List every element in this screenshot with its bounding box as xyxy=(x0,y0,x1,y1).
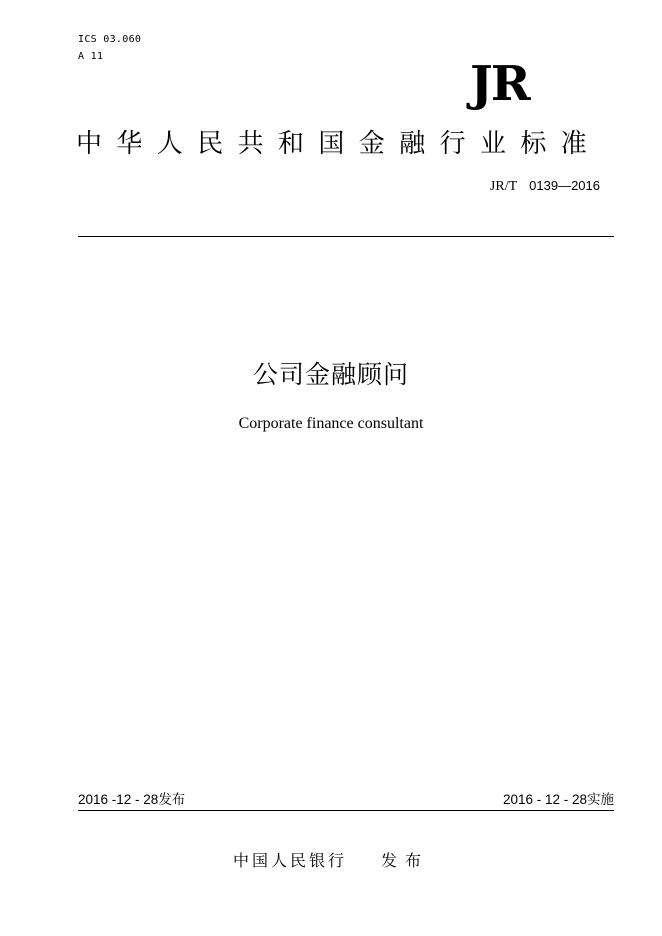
document-english-title: Corporate finance consultant xyxy=(238,415,424,432)
ccs-code: A 11 xyxy=(78,51,104,62)
standard-type-heading: 中华人民共和国金融行业标准 xyxy=(76,129,602,159)
header-divider xyxy=(78,236,614,237)
jr-logo: JR xyxy=(470,56,529,112)
standard-number-prefix: JR/T xyxy=(489,179,518,194)
standard-number xyxy=(490,178,600,195)
issue-date xyxy=(78,791,185,809)
document-title: 公司金融顾问 xyxy=(252,360,409,389)
publisher-action: 发布 xyxy=(381,851,430,870)
publisher-organization: 中国人民银行 xyxy=(232,851,347,870)
implementation-date xyxy=(503,791,614,809)
implementation-date-value: 2016 - 12 - 28 xyxy=(502,792,587,807)
ics-code: ICS 03.060 xyxy=(78,34,142,45)
publisher-line xyxy=(0,850,662,872)
implementation-date-label: 实施 xyxy=(587,792,614,808)
issue-date-value: 2016 -12 - 28 xyxy=(78,792,159,807)
footer-divider xyxy=(78,810,614,811)
standard-number-code: 0139—2016 xyxy=(529,178,600,193)
issue-date-label: 发布 xyxy=(158,792,186,808)
